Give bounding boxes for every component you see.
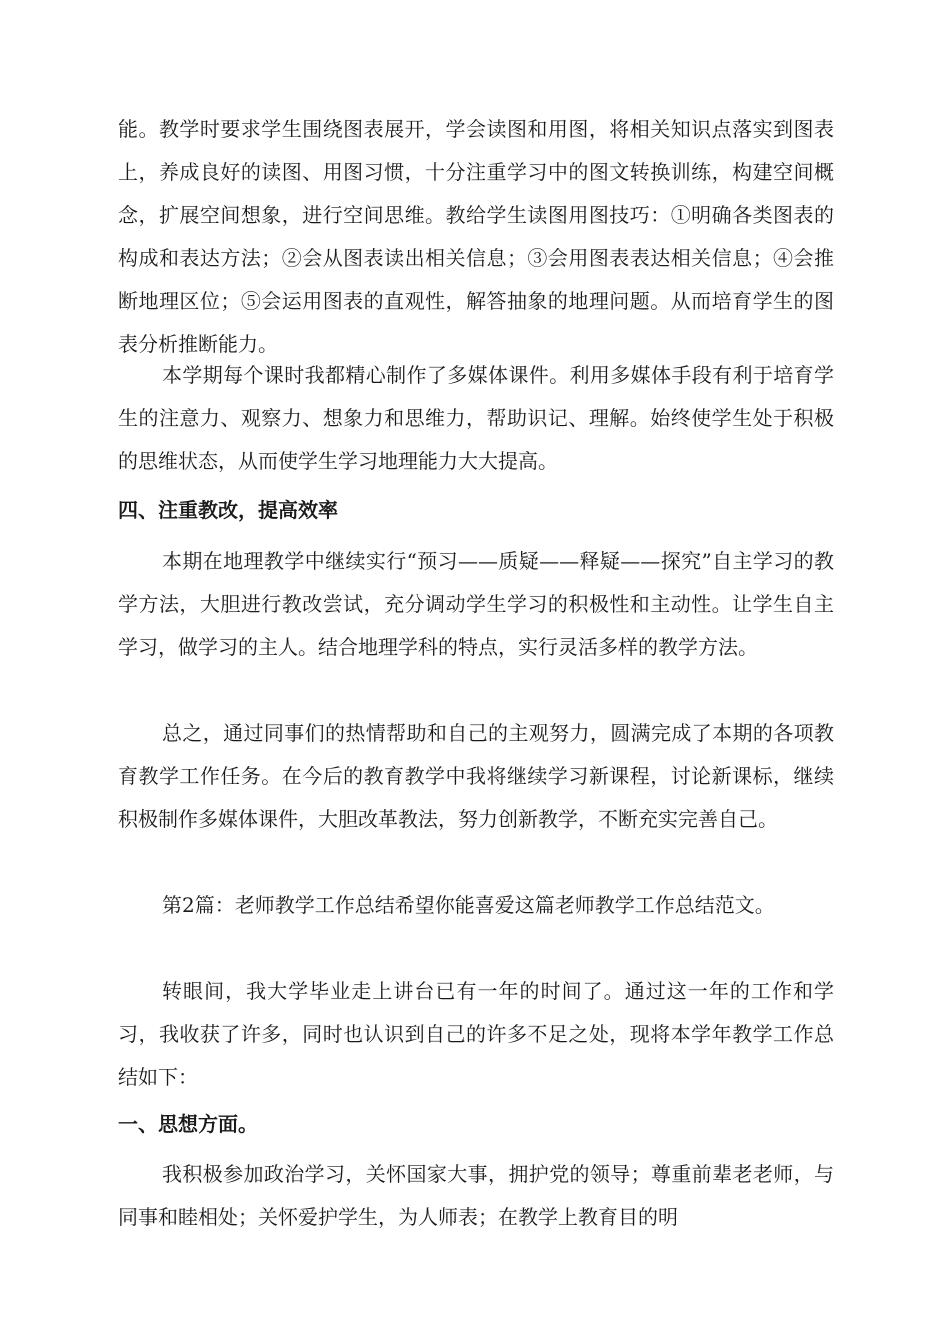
- paragraph: 能。教学时要求学生围绕图表展开，学会读图和用图，将相关知识点落实到图表上，养成良好的读图、用图习惯，十分注重学习中的图文转换训练，构建空间概念，扩展空间想象，进行空间思维。教给学生读图用图技巧：①明确各类图表的构成和表达方法；②会从图表读出相关信息；③会用图表表达相关信息；④会推断地理区位；⑤会运用图表的直观性，解答抽象的地理问题。从而培育学生的图表分析推断能力。: [118, 117, 834, 356]
- paragraph: 本学期每个课时我都精心制作了多媒体课件。利用多媒体手段有利于培育学生的注意力、观察力、想象力和思维力，帮助识记、理解。始终使学生处于积极的思维状态，从而使学生学习地理能力大大提高。: [118, 363, 834, 473]
- section-heading: 四、注重教改，提高效率: [118, 498, 338, 522]
- paragraph: 总之，通过同事们的热情帮助和自己的主观努力，圆满完成了本期的各项教育教学工作任务。在今后的教育教学中我将继续学习新课程，讨论新课标，继续积极制作多媒体课件，大胆改革教法，努力创新教学，不断充实完善自己。: [118, 721, 834, 831]
- section-heading: 一、思想方面。: [118, 1112, 258, 1136]
- paragraph: 转眼间，我大学毕业走上讲台已有一年的时间了。通过这一年的工作和学习，我收获了许多，同时也认识到自己的许多不足之处，现将本学年教学工作总结如下：: [118, 979, 834, 1089]
- paragraph: 我积极参加政治学习，关怀国家大事，拥护党的领导；尊重前辈老老师，与同事和睦相处；关怀爱护学生，为人师表；在教学上教育目的明: [118, 1162, 834, 1229]
- paragraph: 第2篇：老师教学工作总结希望你能喜爱这篇老师教学工作总结范文。: [162, 893, 775, 917]
- paragraph: 本期在地理教学中继续实行“预习——质疑——释疑——探究”自主学习的教学方法，大胆进行教改尝试，充分调动学生学习的积极性和主动性。让学生自主学习，做学习的主人。结合地理学科的特点，实行灵活多样的教学方法。: [118, 549, 834, 659]
